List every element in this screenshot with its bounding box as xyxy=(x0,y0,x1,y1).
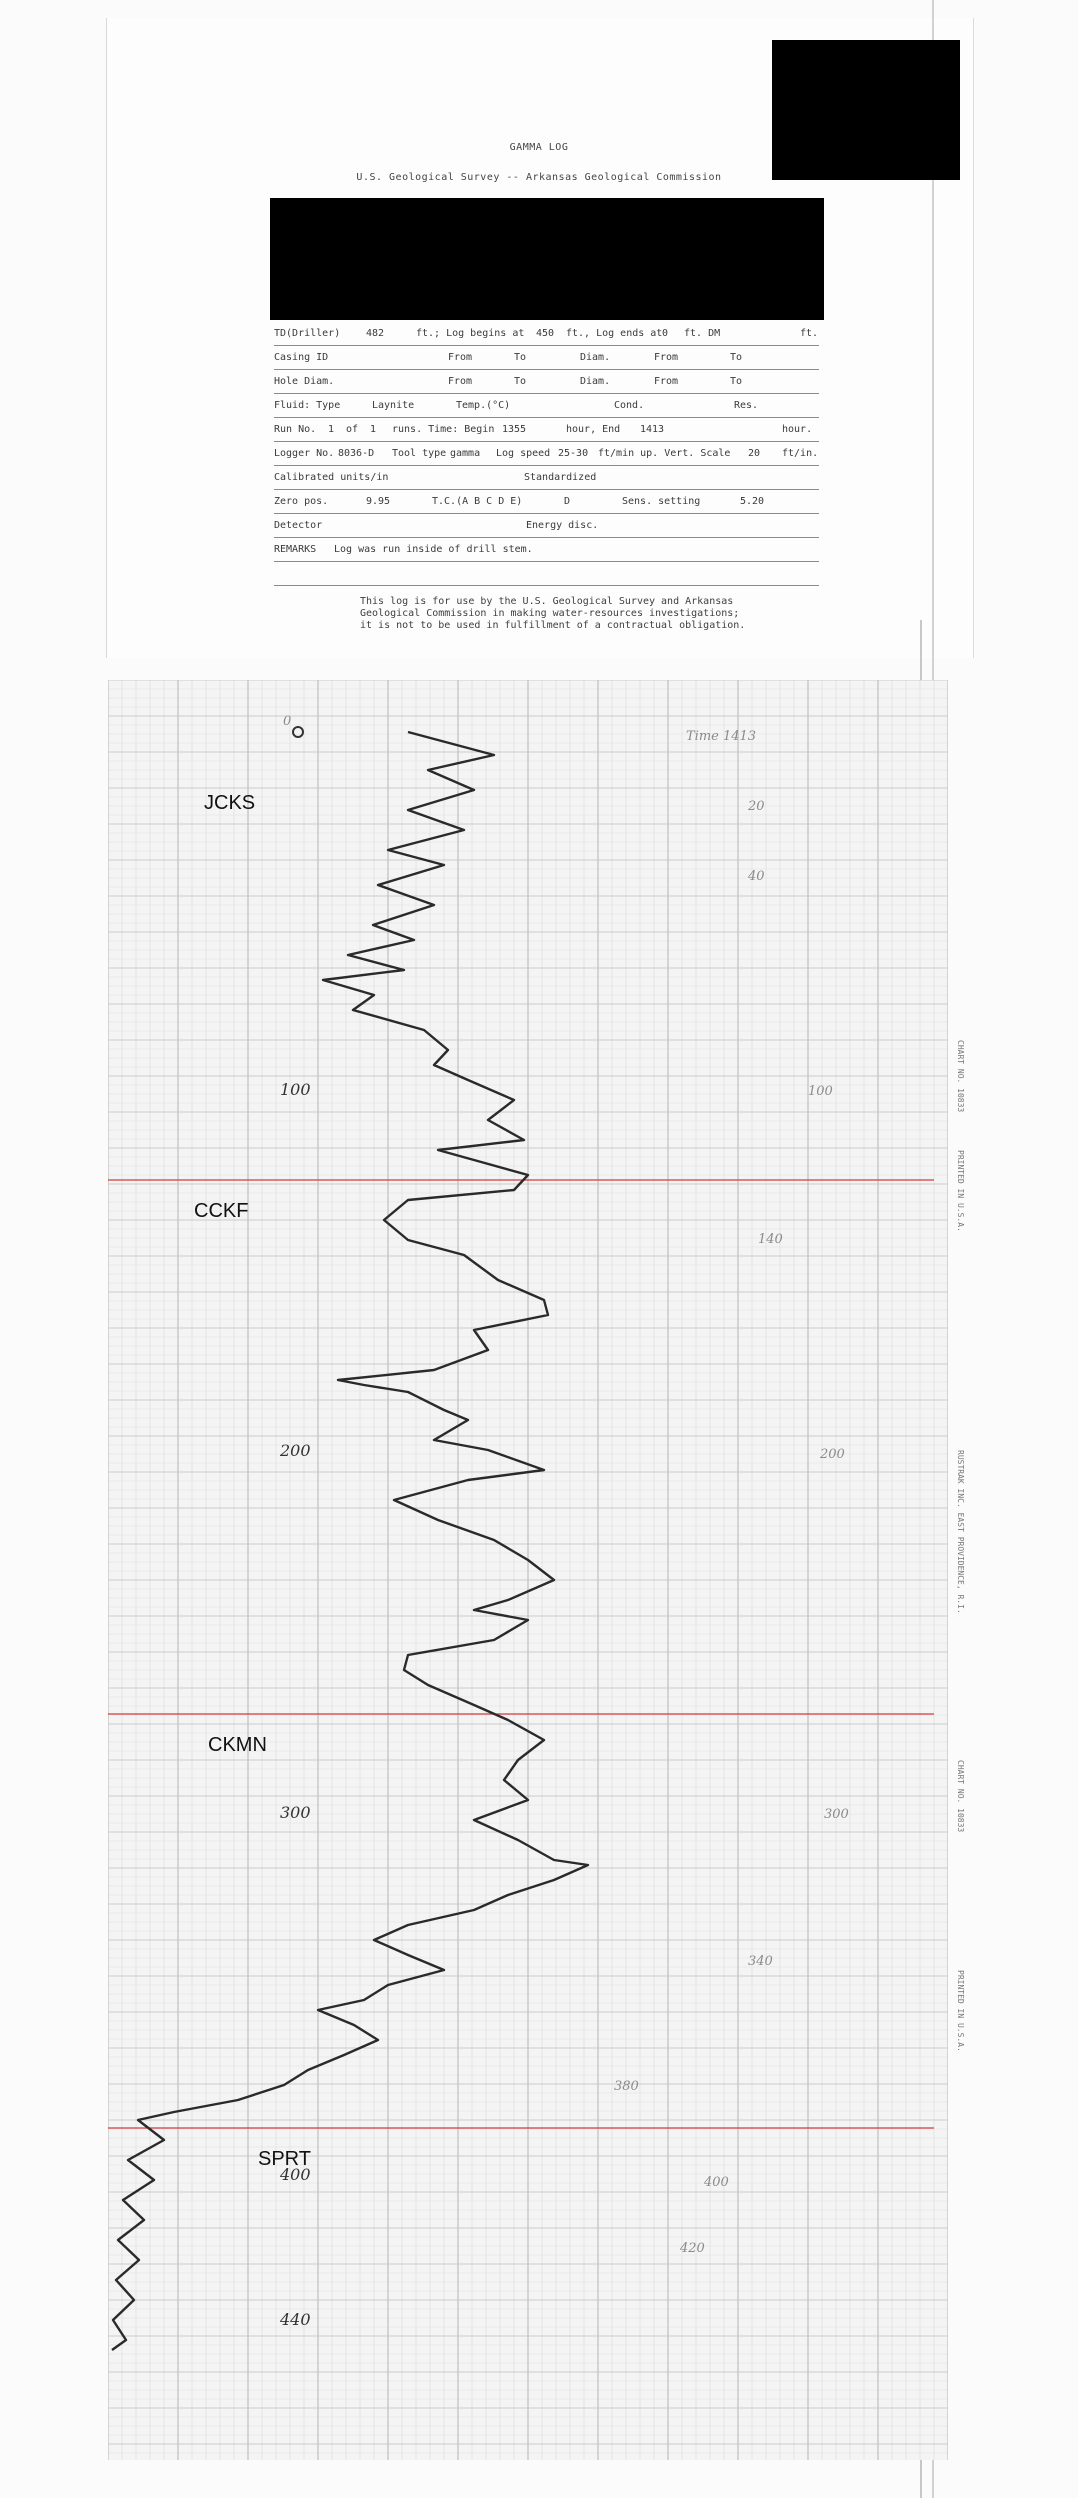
from-label: From xyxy=(654,376,679,387)
dm-label: ft. DM xyxy=(684,328,721,339)
chart-margin-text: PRINTED IN U.S.A. xyxy=(956,1970,965,2052)
detector-label: Detector xyxy=(274,520,323,531)
form-row-td xyxy=(274,322,819,346)
pencil-label: 20 xyxy=(748,799,765,814)
sens-value: 5.20 xyxy=(740,496,765,507)
ft-end-label: ft. xyxy=(800,328,819,339)
tool-type-label: Tool type xyxy=(392,448,447,459)
vert-scale-label: ft/min up. Vert. Scale xyxy=(598,448,731,459)
redacted-stamp xyxy=(772,40,960,180)
form-row-fluid xyxy=(274,394,819,418)
logger-label: Logger No. xyxy=(274,448,335,459)
usage-notice xyxy=(360,596,760,632)
time-begin-value: 1355 xyxy=(502,424,527,435)
diam-label: Diam. xyxy=(580,376,611,387)
notice-line: This log is for use by the U.S. Geological Survey and Arkansas xyxy=(360,596,734,607)
fluid-type-value: Laynite xyxy=(372,400,415,411)
tool-type-value: gamma xyxy=(450,448,481,459)
log-speed-label: Log speed xyxy=(496,448,551,459)
formation-label-ckmn: CKMN xyxy=(208,1734,267,1756)
run-no-value: 1 xyxy=(328,424,335,435)
td-label: TD(Driller) xyxy=(274,328,341,339)
log-subtitle: U.S. Geological Survey -- Arkansas Geological Commission xyxy=(356,172,722,183)
chart-margin-text: CHART NO. 10833 xyxy=(956,1040,965,1113)
log-ends-value: 0 xyxy=(662,328,669,339)
gamma-log-chart xyxy=(108,680,948,2460)
energy-label: Energy disc. xyxy=(526,520,599,531)
time-end-value: 1413 xyxy=(640,424,665,435)
to-label: To xyxy=(730,352,743,363)
notice-line: Geological Commission in making water-resources investigations; xyxy=(360,608,740,619)
chart-margin-text: PRINTED IN U.S.A. xyxy=(956,1150,965,1232)
log-begins-value: 450 xyxy=(536,328,555,339)
notice-line: it is not to be used in fulfillment of a contractual obligation. xyxy=(360,620,746,631)
standardized-label: Standardized xyxy=(524,472,597,483)
log-title: GAMMA LOG xyxy=(509,142,569,153)
log-begins-label: ft.; Log begins at xyxy=(416,328,525,339)
pencil-label: 100 xyxy=(808,1084,833,1099)
depth-label-100: 100 xyxy=(280,1080,311,1099)
remarks-value: Log was run inside of drill stem. xyxy=(334,544,533,555)
td-value: 482 xyxy=(366,328,385,339)
log-ends-label: ft., Log ends at xyxy=(566,328,663,339)
form-row-logger xyxy=(274,442,819,466)
zero-pos-value: 9.95 xyxy=(366,496,391,507)
form-row-calibrated xyxy=(274,466,819,490)
pencil-label: 420 xyxy=(680,2241,705,2256)
depth-label-300: 300 xyxy=(280,1803,311,1822)
form-row-run xyxy=(274,418,819,442)
pencil-label: 400 xyxy=(704,2175,729,2190)
to-label: To xyxy=(514,352,527,363)
form-row-blank xyxy=(274,562,819,586)
form-row-casing xyxy=(274,346,819,370)
from-label: From xyxy=(654,352,679,363)
log-speed-value: 25-30 xyxy=(558,448,589,459)
tc-label: T.C.(A B C D E) xyxy=(432,496,523,507)
diam-label: Diam. xyxy=(580,352,611,363)
pencil-label: 340 xyxy=(748,1954,773,1969)
formation-label-sprt: SPRT xyxy=(258,2148,311,2170)
depth-label-200: 200 xyxy=(280,1441,311,1460)
pencil-label: 140 xyxy=(758,1232,783,1247)
zero-pos-label: Zero pos. xyxy=(274,496,329,507)
pencil-label: 380 xyxy=(614,2079,639,2094)
pencil-label: 300 xyxy=(824,1807,849,1822)
formation-label-jcks: JCKS xyxy=(204,792,256,814)
time-end-label: hour, End xyxy=(566,424,621,435)
form-row-zero xyxy=(274,490,819,514)
run-no-label: Run No. xyxy=(274,424,317,435)
time-begin-label: runs. Time: Begin xyxy=(392,424,495,435)
depth-label-440: 440 xyxy=(280,2310,311,2329)
from-label: From xyxy=(448,352,473,363)
logger-value: 8036-D xyxy=(338,448,375,459)
hour-label: hour. xyxy=(782,424,813,435)
cond-label: Cond. xyxy=(614,400,645,411)
from-label: From xyxy=(448,376,473,387)
res-label: Res. xyxy=(734,400,759,411)
pencil-label: 200 xyxy=(820,1447,845,1462)
form-row-detector xyxy=(274,514,819,538)
hole-diam-label: Hole Diam. xyxy=(274,376,335,387)
ft-in-label: ft/in. xyxy=(782,448,819,459)
form-row-hole xyxy=(274,370,819,394)
to-label: To xyxy=(730,376,743,387)
form-row-remarks xyxy=(274,538,819,562)
pencil-label: 40 xyxy=(748,869,765,884)
fluid-type-label: Fluid: Type xyxy=(274,400,341,411)
temp-label: Temp.(°C) xyxy=(456,400,511,411)
vert-scale-value: 20 xyxy=(748,448,761,459)
remarks-label: REMARKS xyxy=(274,544,317,555)
tc-value: D xyxy=(564,496,571,507)
chart-margin-text: CHART NO. 10833 xyxy=(956,1760,965,1833)
casing-id-label: Casing ID xyxy=(274,352,329,363)
top-marker-label: 0 xyxy=(283,714,292,729)
chart-margin-text: RUSTRAK INC. EAST PROVIDENCE, R.I. xyxy=(956,1450,965,1614)
calibrated-label: Calibrated units/in xyxy=(274,472,389,483)
depth-label-400: 400 xyxy=(280,2165,311,2184)
to-label: To xyxy=(514,376,527,387)
runs-value: 1 xyxy=(370,424,377,435)
time-annotation: Time 1413 xyxy=(686,729,757,744)
sens-label: Sens. setting xyxy=(622,496,701,507)
formation-label-cckf: CCKF xyxy=(194,1200,249,1222)
of-label: of xyxy=(346,424,359,435)
log-header-form xyxy=(274,322,819,586)
redacted-well-info xyxy=(270,198,824,320)
